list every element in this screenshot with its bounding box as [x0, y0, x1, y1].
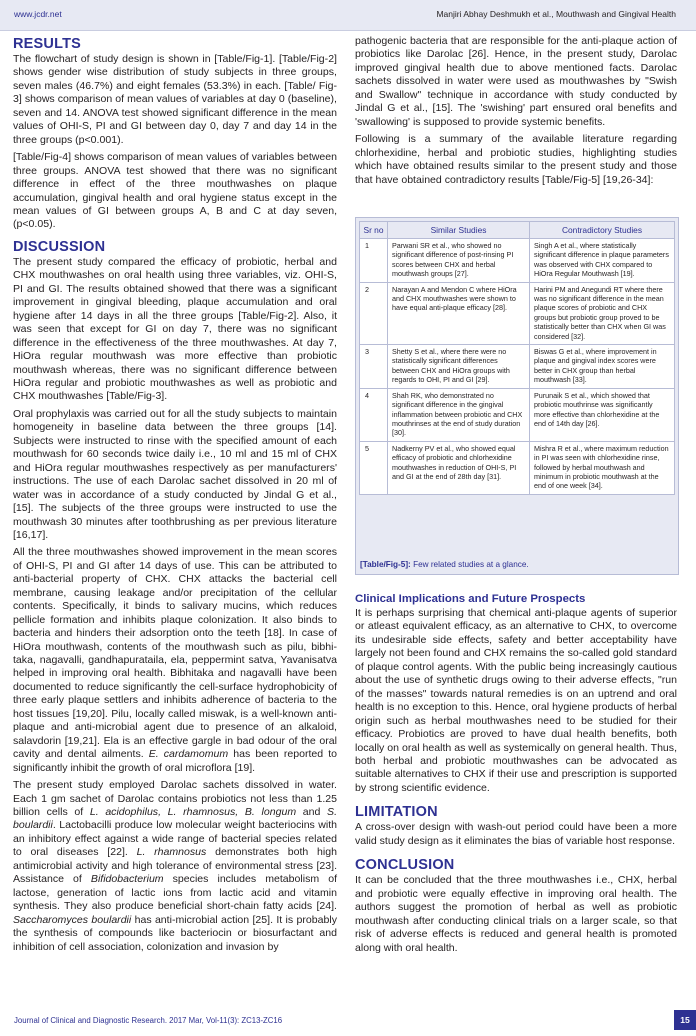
- header-contradictory-studies: Contradictory Studies: [530, 222, 675, 239]
- right-paragraph-1: pathogenic bacteria that are responsible for the anti-plaque action of probiotics like Darolac [26]. Hence, in the present study, Darolac improved gingival health due to above mentioned facts. Darolac sachets dissolved in water were used as mouthwashes by "Swish and Swallow" technique in accordance with study conducted by Jindal G et al., [15]. The 'swishing' part ensured oral benefits and 'swallowing' is supposed to provide systemic benefits.: [355, 35, 677, 128]
- discussion-p4-text-c: . Lactobacilli produce low molecular weight bacteriocins with an inhibitory effect against a wide range of bacterial species related to oral diseases [22].: [13, 819, 337, 859]
- discussion-p3-italic: E. cardamomum: [148, 748, 229, 761]
- header-similar-studies: Similar Studies: [388, 222, 530, 239]
- row-sr-no: 2: [360, 282, 388, 344]
- page-number: 15: [674, 1010, 696, 1030]
- discussion-p3-text-b: has been reported to significantly inhibit the growth of oral microflora [19].: [13, 748, 337, 774]
- row-similar-study: Nadkerny PV et al., who showed equal efficacy of probiotic and chlorhexidine mouthwashes in reduction of OHI-S, PI and GI at the end of 28th day [31].: [388, 441, 530, 494]
- discussion-p4-italic-2: S. boulardii: [13, 806, 338, 832]
- discussion-p4-italic-3: L. rhamnosus: [136, 846, 207, 859]
- results-heading: RESULTS: [13, 36, 81, 52]
- discussion-paragraph-3: [13, 546, 337, 775]
- row-sr-no: 5: [360, 441, 388, 494]
- results-paragraph-1: The flowchart of study design is shown in [Table/Fig-1]. [Table/Fig-2] shows gender wise distribution of study subjects in three groups, seven males (46.7%) and eight females (53.3%) in each. [Table/ Fig-3] shows comparison of mean values of variables at day 0 (baseline), seven and 14. ANOVA test showed significant difference in the mean values of OHI-S, PI and GI between day 0, day 7 and day 14 in the three groups (p<0.001).: [13, 53, 337, 146]
- running-title: Manjiri Abhay Deshmukh et al., Mouthwash and Gingival Health: [436, 9, 676, 19]
- discussion-p4-text-a: The present study employed Darolac sachets dissolved in water. Each 1 gm sachet of Darolac contains probiotics not less than 1.25 billion cells of: [13, 779, 337, 819]
- table-header-row: [360, 222, 675, 239]
- row-sr-no: 4: [360, 388, 388, 441]
- row-contradictory-study: Mishra R et al., where maximum reduction in PI was seen with chlorhexidine rinse, followed by herbal mouthwash and minimum in probiotic mouthwash at the end of one week [34].: [530, 441, 675, 494]
- left-column: [13, 35, 337, 958]
- row-contradictory-study: Biswas G et al., where improvement in plaque and gingival index scores were better in CHX group than herbal mouthwash [33].: [530, 345, 675, 389]
- row-contradictory-study: Singh A et al., where statistically significant difference in plaque parameters was observed with CHX compared to HiOra Regular Mouthwash [19].: [530, 239, 675, 283]
- table-row: [360, 345, 675, 389]
- row-similar-study: Shah RK, who demonstrated no significant difference in the gingival inflammation between probiotic and CHX mouthrinses at the end of study duration [30].: [388, 388, 530, 441]
- discussion-paragraph-2: Oral prophylaxis was carried out for all the study subjects to maintain homogeneity in baseline data between the three groups [14]. Subjects were instructed to rinse with the specified amount of each mouthwash for 60 seconds twice daily i.e., 10 ml and 15 ml of CHX and HiOra regular mouthwashes respectively as per manufacturers' instructions. The use of each Darolac sachet dissolved in 20 ml of water was in accordance of a study conducted by Jindal G et al., [15]. The subjects of the three groups were instructed to use the mouthwash 30 minutes after toothbrushing as per previous literature [16,17].: [13, 407, 337, 541]
- table-row: [360, 388, 675, 441]
- table-row: [360, 282, 675, 344]
- table-caption-text: Few related studies at a glance.: [410, 560, 529, 569]
- table-caption-label: [Table/Fig-5]:: [360, 560, 411, 569]
- header-sr-no: Sr no: [360, 222, 388, 239]
- discussion-paragraph-4: [13, 779, 337, 954]
- row-sr-no: 3: [360, 345, 388, 389]
- discussion-p4-text-d: demonstrates both high antimicrobial activity and high tolerance of environmental stress [23]. Assistance of: [13, 846, 337, 886]
- limitation-heading: LIMITATION: [355, 804, 438, 821]
- right-column: [355, 35, 677, 191]
- results-paragraph-2: [Table/Fig-4] shows comparison of mean values of variables between three groups. ANOVA test showed that there was no significant difference in effect of the three mouthwashes on plaque accumulation, gingival health and oral hygiene status except in the mean values of GI between groups A, B and C at day seven, (p<0.05).: [13, 151, 337, 231]
- discussion-p4-text-e: species includes metabolism of lactose, generation of lactic ions from lactic acid and vitamin synthesis. They also produce beneficial short-chain fatty acids [24].: [13, 873, 337, 913]
- footer-journal-citation: Journal of Clinical and Diagnostic Research. 2017 Mar, Vol-11(3): ZC13-ZC16: [14, 1016, 283, 1025]
- discussion-p4-text-b: and: [296, 806, 328, 819]
- clinical-implications-paragraph: It is perhaps surprising that chemical anti-plaque agents of superior or atleast equivalent efficacy, as an alternative to CHX, to overcome its undesirable side effects, safety and better acceptability have largely not been found and CHX remains the so-called gold standard of plaque control agents. With the public being increasingly cautious about the use of synthetic drugs owing to their adverse effects, "run of the masses" towards natural remedies is on an uptrend and oral health is no exception to this. Hence, oral hygiene products of herbal origin such as herbal mouthwashes need to be studied for their efficacy. Probiotics are proved to have dual health benefits, both locally on oral health as well as systemically on general health. Thus, both herbal and probiotic mouthwashes can be advocated as suitable alternatives to CHX if their use and prescription is supported by strong scientific evidence.: [355, 607, 677, 794]
- table-fig-5: [355, 217, 679, 575]
- discussion-paragraph-1: The present study compared the efficacy of probiotic, herbal and CHX mouthwashes on oral health using three variables, viz. OHI-S, PI and GI. The results obtained showed that there was a significant improvement in gingival bleeding, plaque accumulation and oral hygiene after 14 days in all the three groups [Table/Fig-2]. Also, it was seen that except for GI on day 7, there was no significant difference in the effectiveness of the three mouthwashes. At day 7, HiOra regular mouthwash was more effective than probiotic mouthwash whereas, there was no significant difference between HiOra regular and probiotic mouthwashes as well as probiotic and CHX mouthwashes [Table/Fig-3].: [13, 255, 337, 403]
- limitation-paragraph: A cross-over design with wash-out period could have been a more valid study design as it eliminates the bias of variable host response.: [355, 821, 677, 847]
- discussion-p4-italic-5: Saccharomyces boulardii: [13, 913, 132, 926]
- row-contradictory-study: Harini PM and Anegundi RT where there was no significant difference in the mean plaque scores of probiotic and CHX groups but probiotic group proved to be statistically better than CHX when GI was considered [32].: [530, 282, 675, 344]
- discussion-p4-italic-1: L. acidophilus, L. rhamnosus, B. longum: [89, 806, 297, 819]
- table-caption: [360, 560, 529, 569]
- row-contradictory-study: Purunaik S et al., which showed that probiotic mouthrinse was significantly more effective than chlorhexidine at the end of 14th day [26].: [530, 388, 675, 441]
- site-url[interactable]: www.jcdr.net: [14, 9, 62, 19]
- row-similar-study: Narayan A and Mendon C where HiOra and CHX mouthwashes were shown to have equal anti-plaque efficacy [28].: [388, 282, 530, 344]
- conclusion-paragraph: It can be concluded that the three mouthwashes i.e., CHX, herbal and probiotic were equally effective in improving oral health. The authors suggest the promotion of herbal as well as probiotic mouthwash after conducting clinical trials on a larger scale, so that risk of adverse effects is reduced and general health is promoted along with oral health.: [355, 874, 677, 954]
- table-row: [360, 239, 675, 283]
- discussion-heading: DISCUSSION: [13, 238, 106, 255]
- row-sr-no: 1: [360, 239, 388, 283]
- right-paragraph-2: Following is a summary of the available literature regarding chlorhexidine, herbal and probiotic studies, highlighting studies which have obtained results similar to the present study and those that have obtained contradictory results [Table/Fig-5] [19,26-34]:: [355, 133, 677, 186]
- page-header: [0, 0, 696, 31]
- row-similar-study: Parwani SR et al., who showed no significant difference of post-rinsing PI scores between CHX and herbal mouthwash groups [27].: [388, 239, 530, 283]
- table-row: [360, 441, 675, 494]
- conclusion-heading: CONCLUSION: [355, 857, 455, 874]
- discussion-p4-text-f: has anti-microbial action [25]. It is probably the synthesis of compounds like bacteriocin or biosurfactant and inhibition of cell association, colonization and invasion by: [13, 913, 337, 953]
- right-column-lower: [355, 592, 677, 959]
- row-similar-study: Shetty S et al., where there were no statistically significant differences between CHX and HiOra groups with regards to OHI, PI and GI [29].: [388, 345, 530, 389]
- discussion-p3-text-a: All the three mouthwashes showed improvement in the mean scores of OHI-S, PI and GI after 14 days of use. This can be attributed to anti-bacterial property of CHX. CHX attacks the bacterial cell membrane, causing leakage and/or precipitation of the cellular contents. Specifically, it binds to salivary mucins, which reduces pellicle formation and inhibits plaque colonization. It also binds to bacteria and hinders their adsorption onto the teeth [18]. In case of HiOra mouthwash, contents of the mouthwash such as pilu, bibhi-taka, nagavalli, gandhapurataila, ela, peppermint satva, Yavanisatva helped in improving oral health. Bibhitaka and nagavalli have been documented to reduce significantly the cell-surface hydrophobicity of three early plaque settlers and inhibits adherence of bacteria to the host tissues [19,20]. Pilu, locally called miswak, is a well-known anti-plaque and anti-microbial agent due to presence of an alkaloid, salavdorin [19,21]. Ela is an effective gargle in bad odour of the oral cavity and dental ailments.: [13, 546, 337, 761]
- discussion-p4-italic-4: Bifidobacterium: [90, 873, 164, 886]
- clinical-implications-heading: Clinical Implications and Future Prospects: [355, 593, 586, 605]
- related-studies-table: [359, 221, 675, 495]
